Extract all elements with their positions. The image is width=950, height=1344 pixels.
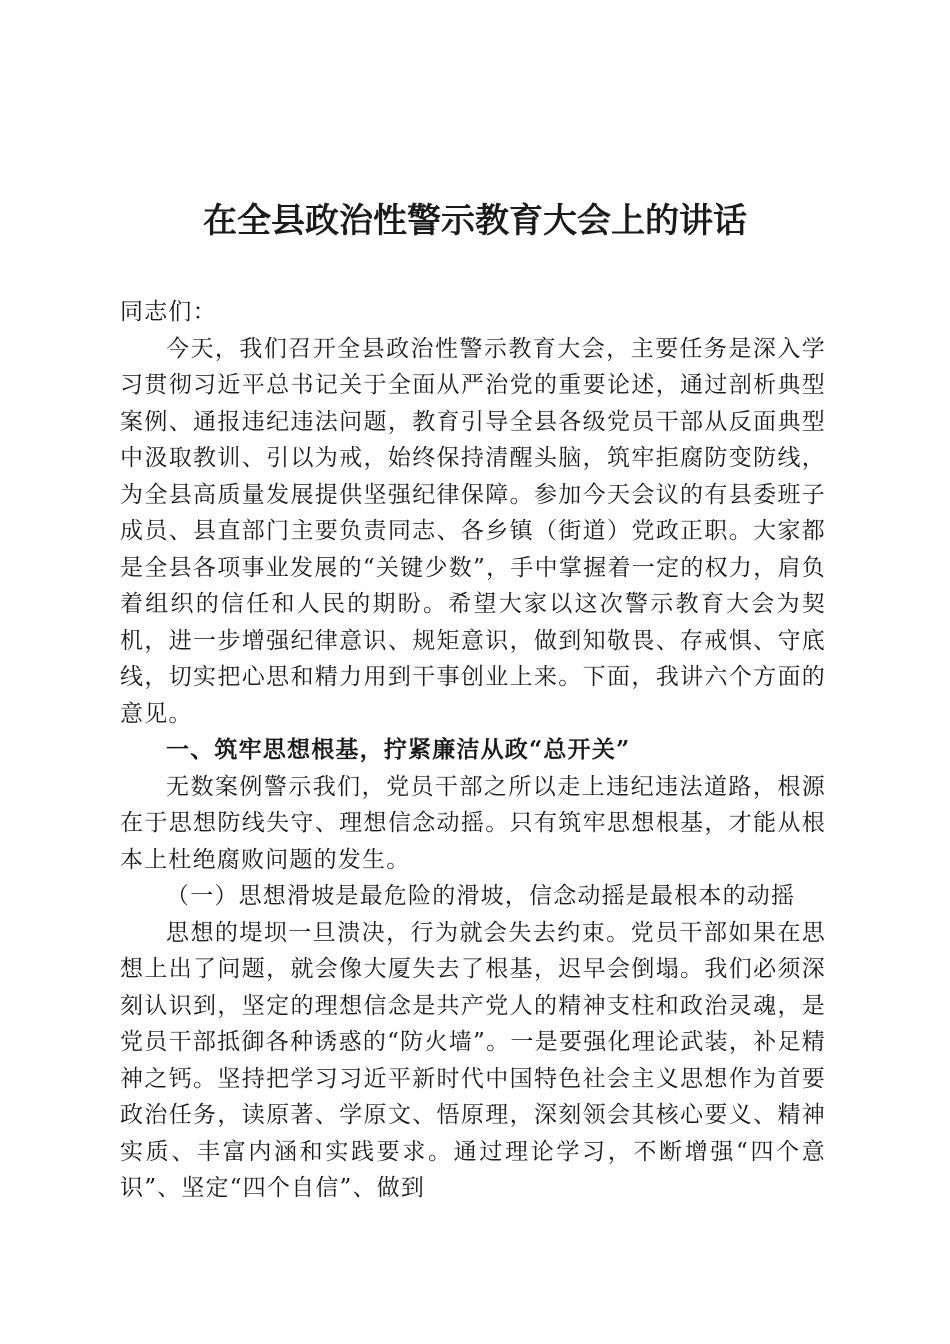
intro-paragraph: 今天，我们召开全县政治性警示教育大会，主要任务是深入学习贯彻习近平总书记关于全面从严治党的重要论述，通过剖析典型案例、通报违纪违法问题，教育引导全县各级党员干部从反面典型中汲取教训、引以为戒，始终保持清醒头脑，筑牢拒腐防变防线，为全县高质量发展提供坚强纪律保障。参加今天会议的有县委班子成员、县直部门主要负责同志、各乡镇（街道）党政正职。大家都是全县各项事业发展的“关键少数”，手中掌握着一定的权力，肩负着组织的信任和人民的期盼。希望大家以这次警示教育大会为契机，进一步增强纪律意识、规矩意识，做到知敬畏、存戒惧、守底线，切实把心思和精力用到干事创业上来。下面，我讲六个方面的意见。 [120,335,826,727]
salutation: 同志们： [120,299,217,325]
section-paragraph-1: 无数案例警示我们，党员干部之所以走上违纪违法道路，根源在于思想防线失守、理想信念动摇。只有筑牢思想根基，才能从根本上杜绝腐败问题的发生。 [120,773,826,873]
subsection-heading-1: （一）思想滑坡是最危险的滑坡，信念动摇是最根本的动摇 [166,883,796,909]
document-body [120,294,826,1207]
subsection-paragraph-1: 思想的堤坝一旦溃决，行为就会失去约束。党员干部如果在思想上出了问题，就会像大厦失去了根基，迟早会倒塌。我们必须深刻认识到，坚定的理想信念是共产党人的精神支柱和政治灵魂，是党员干部抵御各种诱惑的“防火墙”。一是要强化理论武装，补足精神之钙。坚持把学习习近平新时代中国特色社会主义思想作为首要政治任务，读原著、学原文、悟原理，深刻领会其核心要义、精神实质、丰富内涵和实践要求。通过理论学习，不断增强“四个意识”、坚定“四个自信”、做到 [120,919,826,1201]
document-title: 在全县政治性警示教育大会上的讲话 [203,201,747,241]
section-heading-1: 一、筑牢思想根基，拧紧廉洁从政“总开关” [166,736,631,763]
